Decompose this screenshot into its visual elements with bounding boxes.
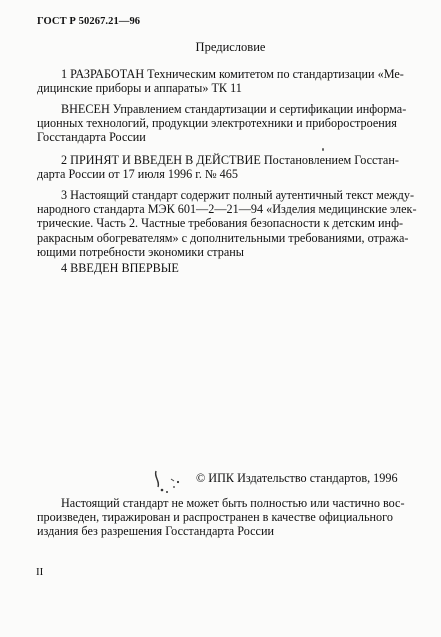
page-number: II bbox=[36, 566, 44, 578]
text-line: ющими потребности экономики страны bbox=[37, 244, 244, 259]
text-line: 3 Настоящий стандарт содержит полный аутентичный текст между- bbox=[61, 188, 415, 202]
text-line: дарта России от 17 июля 1996 г. № 465 bbox=[37, 167, 238, 182]
paragraph-adopted bbox=[37, 153, 411, 181]
copyright-notice: © ИПК Издательство стандартов, 1996 bbox=[196, 471, 398, 485]
text-line: 4 ВВЕДЕН ВПЕРВЫЕ bbox=[61, 261, 179, 275]
text-line: издания без разрешения Госстандарта России bbox=[37, 524, 275, 539]
text-line: Госстандарта России bbox=[37, 130, 146, 145]
paragraph-introduced-by bbox=[37, 102, 411, 145]
text-line: народного стандарта МЭК 601—2—21—94 «Изделия медицинские элек- bbox=[37, 202, 417, 217]
text-line: ционных технологий, продукции электротехники и приборостроения bbox=[37, 116, 397, 131]
section-title: Предисловие bbox=[195, 40, 266, 54]
text-line: дицинские приборы и аппараты» ТК 11 bbox=[37, 81, 242, 96]
text-line: ВНЕСЕН Управлением стандартизации и сертификации информа- bbox=[61, 102, 407, 116]
paragraph-first-introduced bbox=[37, 261, 411, 275]
publisher-mark-icon bbox=[150, 467, 190, 495]
reproduction-notice bbox=[37, 496, 411, 539]
text-line: 1 РАЗРАБОТАН Техническим комитетом по стандартизации «Ме- bbox=[61, 67, 404, 81]
text-line: 2 ПРИНЯТ И ВВЕДЕН В ДЕЙСТВИЕ Постановлением Госстан- bbox=[61, 153, 399, 167]
paragraph-content bbox=[37, 188, 417, 259]
scan-speck bbox=[322, 148, 324, 151]
document-header: ГОСТ Р 50267.21—96 bbox=[37, 16, 141, 27]
text-line: произведен, тиражирован и распространен в качестве официального bbox=[37, 510, 393, 525]
text-line: ракрасным обогревателям» с дополнительными требованиями, отража- bbox=[37, 230, 409, 245]
paragraph-developed-by bbox=[37, 67, 411, 95]
text-line: трические. Часть 2. Частные требования безопасности к детским инф- bbox=[37, 216, 404, 231]
text-line: Настоящий стандарт не может быть полностью или частично вос- bbox=[61, 496, 405, 510]
